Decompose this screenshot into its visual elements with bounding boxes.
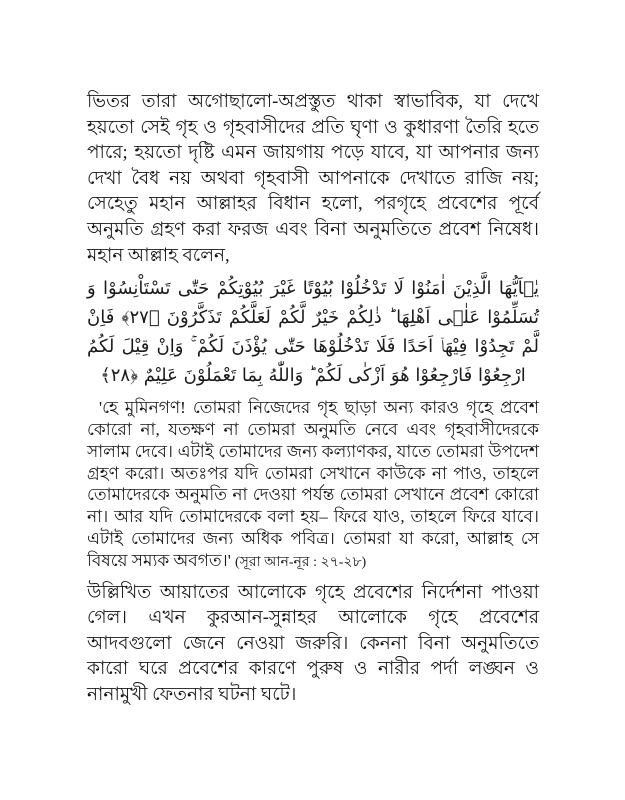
intro-paragraph: ভিতর তারা অগোছালো-অপ্রস্তুত থাকা স্বাভাবিক, যা দেখে হয়তো সেই গৃহ ও গৃহবাসীদের প্রতি ঘৃণা ও কুধারণা তৈরি হতে পারে; হয়তো দৃষ্টি এমন জায়গায় পড়ে যাবে, যা আপনার জন্য দেখা বৈধ নয় অথবা গৃহবাসী আপনাকে দেখাতে রাজি নয়; সেহেতু মহান আল্লাহর বিধান হলো, পরগৃহে প্রবেশের পূর্বে অনুমতি গ্রহণ করা ফরজ এবং বিনা অনুমতিতে প্রবেশ নিষেধ। মহান আল্লাহ বলেন, [87,92,539,266]
closing-paragraph: উল্লিখিত আয়াতের আলোকে গৃহে প্রবেশের নির্দেশনা পাওয়া গেল। এখন কুরআন-সুন্নাহর আলোকে গৃহে প্রবেশের আদবগুলো জেনে নেওয়া জরুরি। কেননা বিনা অনুমতিতে কারো ঘরে প্রবেশের কারণে পুরুষ ও নারীর পর্দা লঙ্ঘন ও নানামুখী ফেতনার ঘটনা ঘটে। [87,582,539,705]
page-content [87,90,539,709]
translation-text: 'হে মুমিনগণ! তোমরা নিজেদের গৃহ ছাড়া অন্য কারও গৃহে প্রবেশ কোরো না, যতক্ষণ না তোমরা অনুমতি নেবে এবং গৃহবাসীদেরকে সালাম দেবে। এটাই তোমাদের জন্য কল্যাণকর, যাতে তোমরা উপদেশ গ্রহণ করো। অতঃপর যদি তোমরা সেখানে কাউকে না পাও, তাহলে তোমাদেরকে অনুমতি না দেওয়া পর্যন্ত তোমরা সেখানে প্রবেশ কোরো না। আর যদি তোমাদেরকে বলা হয়– ফিরে যাও, তাহলে ফিরে যাবে। এটাই তোমাদের জন্য অধিক পবিত্র। তোমরা যা করো, আল্লাহ সে বিষয়ে সম্যক অবগত।' [87,398,539,570]
verse-translation [87,397,539,573]
verse-citation: (সূরা আন-নূর : ২৭-২৮) [235,554,367,570]
quran-verse-arabic: يٰۤاَيُّهَا الَّذِيْنَ اٰمَنُوْا لَا تَدْخُلُوْا بُيُوْتًا غَيْرَ بُيُوْتِكُمْ حَتّٰى تَسْتَاْنِسُوْا وَ تُسَلِّمُوْا عَلٰۤى اَهْلِهَا ؕ ذٰلِكُمْ خَيْرٌ لَّكُمْ لَعَلَّكُمْ تَذَكَّرُوْنَ ﴿٢٧﴾ فَاِنْ لَّمْ تَجِدُوْا فِيْهَاۤ اَحَدًا فَلَا تَدْخُلُوْهَا حَتّٰى يُؤْذَنَ لَكُمْ ۚ وَاِنْ قِيْلَ لَكُمُ ارْجِعُوْا فَارْجِعُوْا هُوَ اَزْكٰى لَكُمْ ؕ وَاللّٰهُ بِمَا تَعْمَلُوْنَ عَلِيْمٌ ﴿٢٨﴾ [87,278,539,387]
